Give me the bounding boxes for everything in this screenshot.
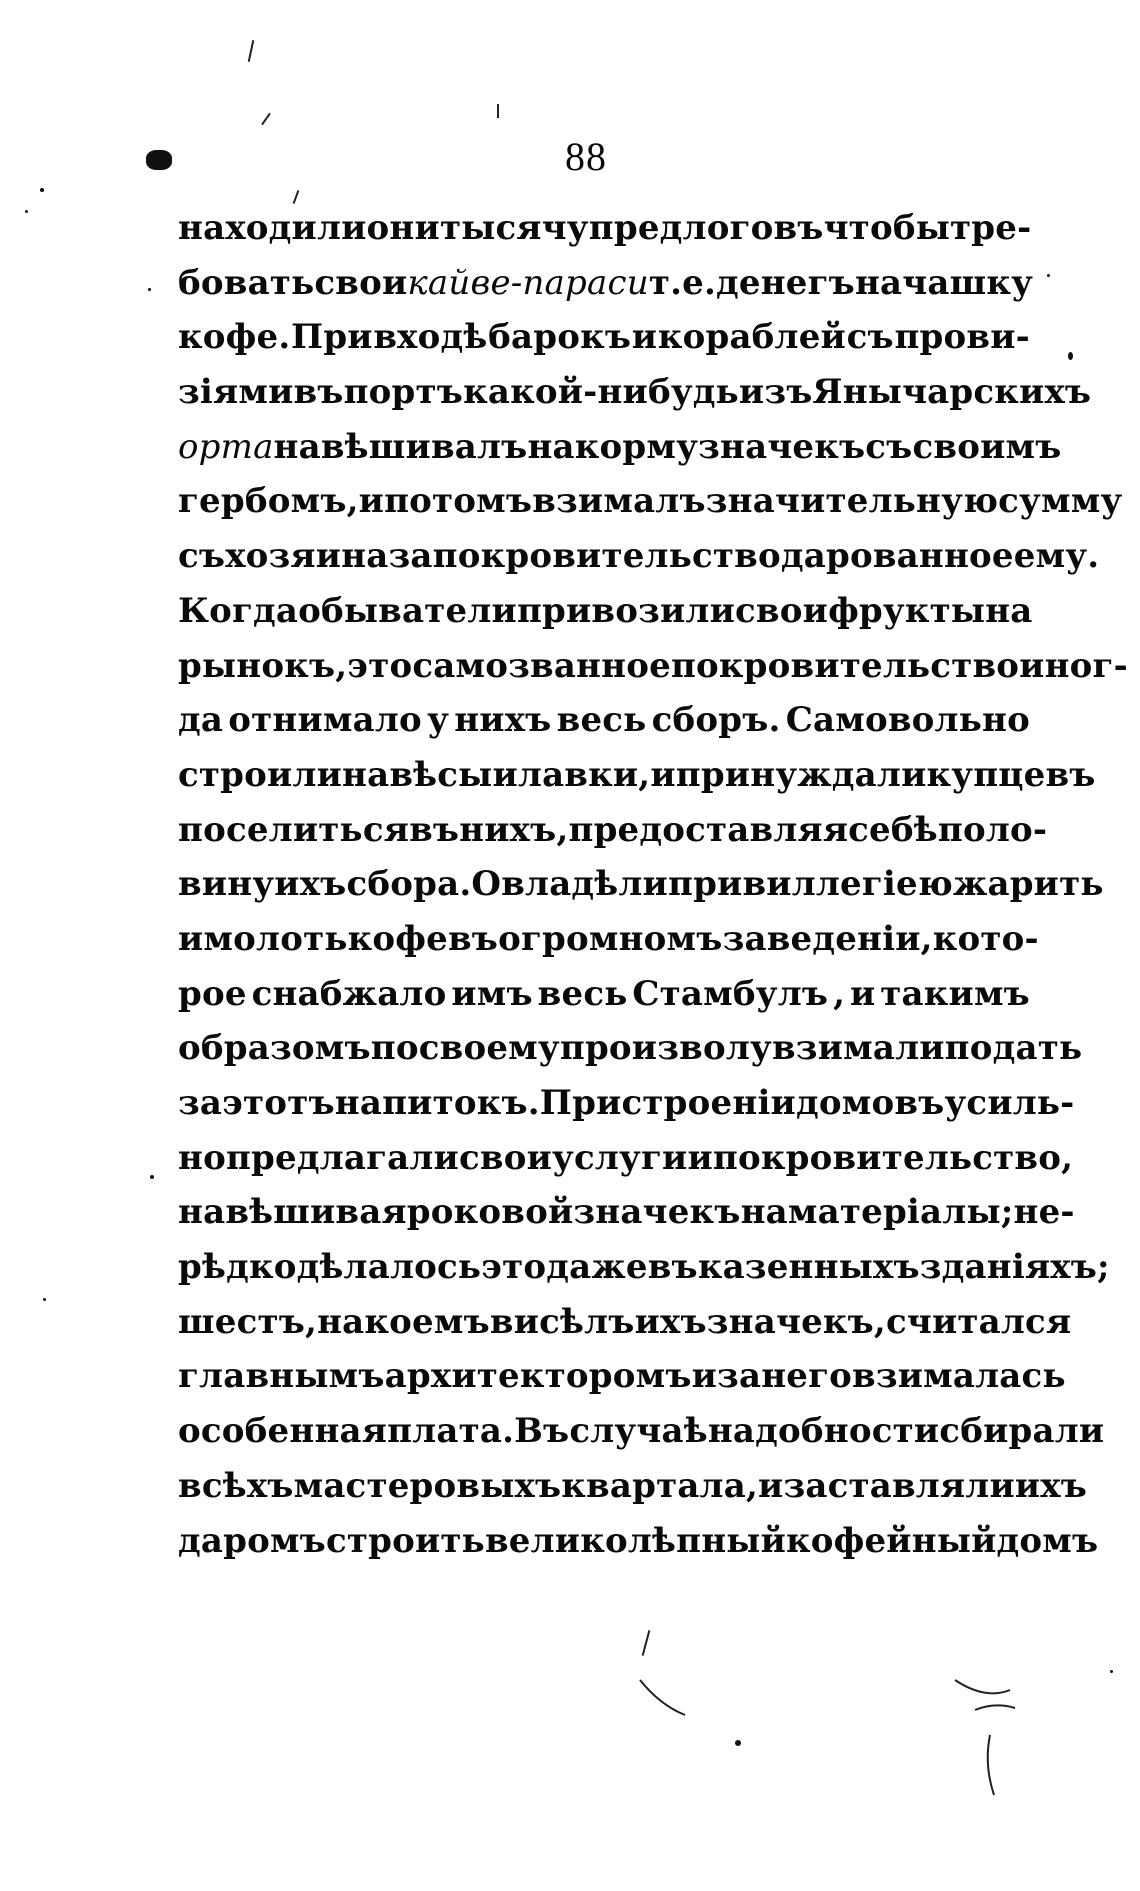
word: него: [761, 1356, 853, 1397]
word: тре-: [950, 208, 1032, 248]
word: но: [178, 1137, 226, 1178]
word: домовъ: [795, 1083, 945, 1123]
word: это: [481, 1247, 547, 1288]
word: рынокъ,: [178, 645, 348, 686]
word: за: [178, 1083, 223, 1123]
word: т.: [648, 262, 683, 303]
word: и: [358, 481, 385, 522]
word: Когда: [178, 590, 299, 631]
word: навѣшивалъ: [273, 426, 528, 467]
word: усиль-: [944, 1083, 1075, 1123]
word: поло-: [937, 809, 1048, 850]
word: кофейный: [785, 1520, 997, 1561]
word: и: [687, 1137, 713, 1178]
word: и: [758, 1465, 784, 1506]
word: обыватели: [298, 590, 517, 631]
word: Самовольно: [785, 700, 1030, 741]
word: какой-нибудь: [463, 372, 739, 413]
word: дѣлалось: [296, 1247, 482, 1288]
word: ихъ: [274, 864, 347, 905]
word: въ: [647, 1247, 698, 1288]
word: свои: [458, 1137, 553, 1178]
word: они: [366, 208, 440, 248]
word: казенныхъ: [697, 1247, 920, 1288]
word: взималась: [852, 1356, 1066, 1397]
word: портъ: [343, 372, 464, 413]
word: себѣ: [848, 809, 938, 850]
word: предоставляя: [568, 809, 849, 850]
word: произволу: [559, 1028, 772, 1069]
word: сбора.: [346, 864, 472, 905]
word: съ: [846, 317, 894, 358]
word: архитекторомъ: [384, 1356, 692, 1397]
word: кофе.: [178, 317, 291, 358]
word: мастеровыхъ: [293, 1465, 562, 1506]
word: При: [291, 317, 373, 358]
word: покровительство: [432, 536, 781, 577]
word: покровительство,: [712, 1137, 1074, 1178]
word: даже: [546, 1247, 648, 1288]
word: своимъ: [912, 426, 1062, 467]
word: сбирали: [939, 1411, 1105, 1452]
word: да: [178, 700, 224, 741]
word: сумму: [998, 481, 1123, 522]
word: матеріалы;: [787, 1192, 1014, 1233]
word: вину: [178, 864, 275, 905]
word: сборъ.: [651, 700, 781, 741]
word: свои: [314, 262, 408, 303]
word: съ: [865, 426, 913, 467]
word: коемъ: [364, 1301, 490, 1342]
word: орта: [178, 426, 274, 467]
word: корму: [574, 426, 699, 467]
word: строеніи: [621, 1083, 796, 1123]
word: даромъ: [178, 1520, 326, 1561]
word: Въ: [514, 1411, 570, 1452]
word: имъ: [451, 973, 533, 1014]
word: значекъ: [698, 426, 866, 467]
word: на: [527, 426, 575, 467]
word: гербомъ,: [178, 481, 359, 522]
word: напитокъ.: [334, 1083, 540, 1123]
word: квартала,: [561, 1465, 759, 1506]
word: бовать: [178, 262, 315, 303]
word: иног-: [1019, 645, 1128, 686]
word: услуги: [552, 1137, 688, 1178]
word: навѣсы: [342, 754, 493, 795]
word: чашку: [902, 262, 1034, 303]
word: надобности: [707, 1411, 940, 1452]
word: шестъ,: [178, 1301, 318, 1342]
word: Янычарскихъ: [812, 372, 1092, 413]
word: предлагали: [225, 1137, 459, 1178]
word: прови-: [894, 317, 1030, 358]
word: плата.: [387, 1411, 515, 1452]
word: рое: [178, 973, 247, 1014]
word: е.: [682, 262, 716, 303]
word: въ: [409, 809, 460, 850]
word: висѣлъ: [489, 1301, 635, 1342]
word: считался: [885, 1301, 1072, 1342]
word: денегъ: [716, 262, 855, 303]
word: ихъ: [634, 1301, 707, 1342]
word: строили: [178, 754, 343, 795]
word: нихъ: [459, 809, 557, 850]
word: это: [347, 645, 413, 686]
word: ему.: [1013, 536, 1100, 577]
word: свои: [735, 590, 829, 631]
word: такимъ: [880, 973, 1030, 1014]
word: у: [427, 700, 450, 741]
word: кораблей: [657, 317, 846, 358]
word: и: [178, 918, 204, 959]
word: и: [631, 317, 658, 358]
word: снабжало: [251, 973, 447, 1014]
word: роковой: [406, 1192, 574, 1233]
word: особенная: [178, 1411, 388, 1452]
word: барокъ: [488, 317, 632, 358]
word: кофе: [347, 918, 448, 959]
word: за: [388, 536, 433, 577]
word: значительную: [705, 481, 999, 522]
word: навѣшивая: [178, 1192, 407, 1233]
word: входѣ: [373, 317, 488, 358]
word: покровительство: [670, 645, 1020, 686]
word: за: [717, 1356, 762, 1397]
word: нихъ: [454, 700, 552, 741]
word: чтобы: [823, 208, 950, 248]
word: своему: [418, 1028, 560, 1069]
word: на: [317, 1301, 365, 1342]
word: ,: [556, 809, 569, 850]
word: взималъ: [532, 481, 706, 522]
word: въ: [293, 372, 344, 413]
word: всѣхъ: [178, 1465, 294, 1506]
word: предлоговъ: [588, 208, 824, 248]
word: ,: [920, 918, 933, 959]
word: самозванное: [412, 645, 671, 686]
word: и: [492, 754, 518, 795]
word: молоть: [203, 918, 348, 959]
word: на: [740, 1192, 788, 1233]
word: и: [691, 1356, 718, 1397]
word: жарить: [952, 864, 1104, 905]
word: Стамбулъ: [632, 973, 829, 1014]
word: зданіяхъ;: [919, 1247, 1110, 1288]
word: съ: [178, 536, 226, 577]
word: рѣдко: [178, 1247, 297, 1288]
word: и: [849, 973, 876, 1014]
word: кото-: [932, 918, 1039, 959]
word: изъ: [738, 372, 813, 413]
word: и: [650, 754, 676, 795]
word: При: [539, 1083, 622, 1123]
word: не-: [1013, 1192, 1075, 1233]
word: отнимало: [228, 700, 422, 741]
word: хозяина: [225, 536, 389, 577]
word: домъ: [996, 1520, 1099, 1561]
word: заставляли: [783, 1465, 1015, 1506]
word: кайве-параси: [407, 262, 649, 303]
word: привиллегіею: [667, 864, 953, 905]
word: лавки,: [517, 754, 651, 795]
word: въ: [447, 918, 499, 959]
word: тысячу: [439, 208, 589, 248]
word: на: [854, 262, 903, 303]
word: Овладѣли: [471, 864, 668, 905]
word: поселиться: [178, 809, 410, 850]
word: заведеніи: [722, 918, 921, 959]
word: зіями: [178, 372, 294, 413]
word: по: [370, 1028, 419, 1069]
word: главнымъ: [178, 1356, 385, 1397]
word: ихъ: [1014, 1465, 1088, 1506]
word: подать: [944, 1028, 1083, 1069]
word: огромномъ: [498, 918, 723, 959]
word: потомъ: [384, 481, 533, 522]
word: фрукты: [828, 590, 986, 631]
word: принуждали: [675, 754, 927, 795]
word: весь: [537, 973, 628, 1014]
word: великолѣпный: [484, 1520, 786, 1561]
page-number: 88: [565, 134, 607, 179]
word: на: [985, 590, 1033, 631]
word: купцевъ: [926, 754, 1096, 795]
word: образомъ: [178, 1028, 371, 1069]
word: дарованное: [780, 536, 1014, 577]
word: значекъ,: [706, 1301, 886, 1342]
word: находили: [178, 208, 367, 248]
word: взимали: [771, 1028, 945, 1069]
word: привозили: [516, 590, 736, 631]
word: строить: [325, 1520, 485, 1561]
word: весь: [556, 700, 647, 741]
word: значекъ: [573, 1192, 741, 1233]
word: случаѣ: [569, 1411, 708, 1452]
word: ,: [833, 973, 846, 1014]
word: этотъ: [222, 1083, 335, 1123]
